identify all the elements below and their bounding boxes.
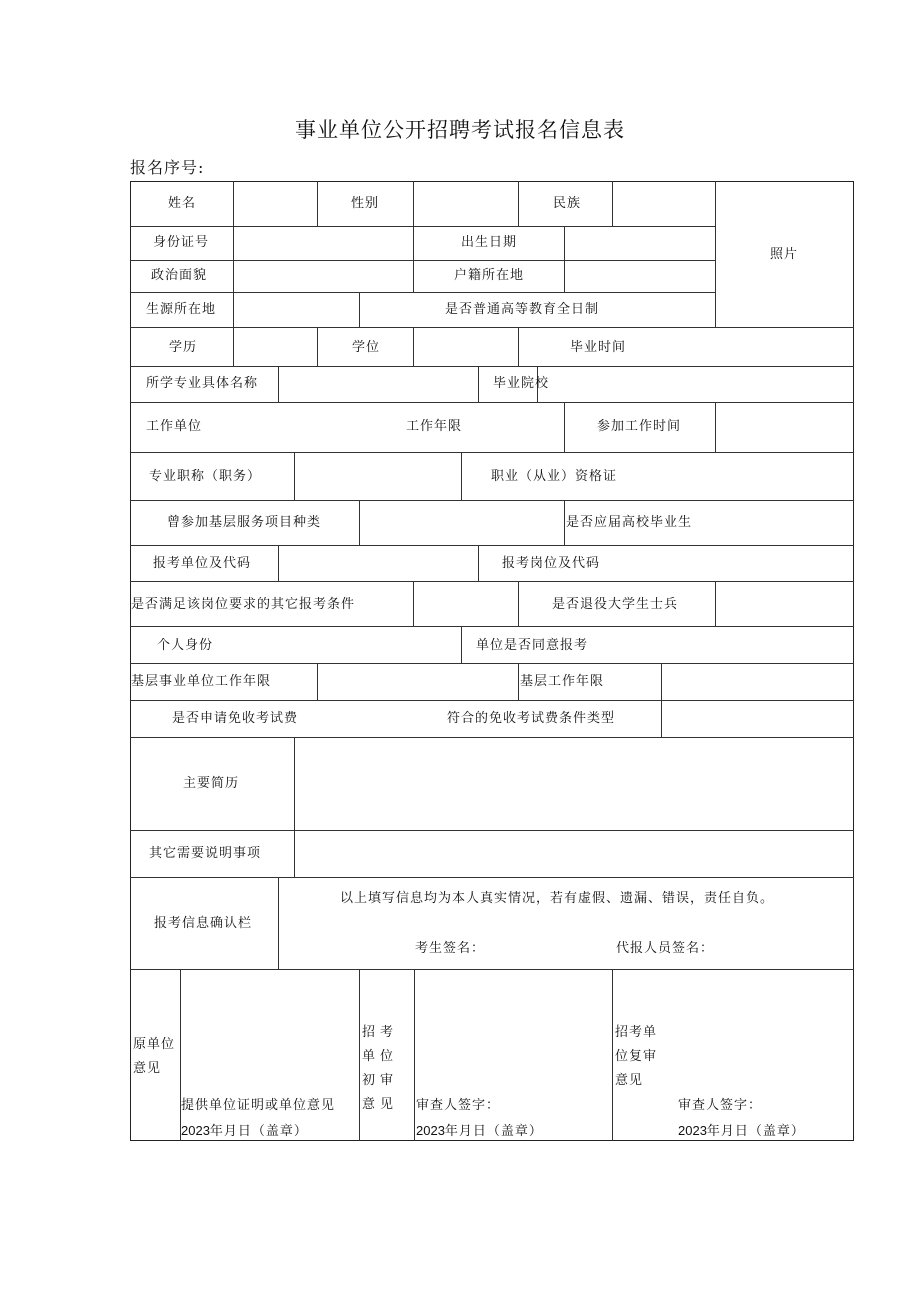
row-divider — [130, 830, 854, 831]
col-divider — [661, 663, 662, 700]
row-divider — [130, 663, 854, 664]
row-divider — [130, 366, 854, 367]
work-start-label: 参加工作时间 — [597, 419, 682, 434]
final-reviewer-sign: 审查人签字： — [678, 1098, 763, 1113]
registration-form-table — [130, 181, 854, 1141]
candidate-sign-label: 考生签名： — [415, 941, 486, 956]
col-divider — [478, 545, 479, 581]
row-divider — [130, 500, 854, 501]
col-divider — [715, 581, 716, 626]
col-divider — [413, 181, 414, 226]
col-divider — [233, 327, 234, 366]
col-divider — [461, 452, 462, 500]
row-divider — [130, 226, 715, 227]
col-divider — [715, 402, 716, 452]
birth-date-label: 出生日期 — [461, 235, 518, 250]
initial-review-label: 招考单位初审意见 — [362, 1025, 399, 1112]
grassroots-years-label: 基层工作年限 — [520, 674, 605, 689]
unit-agrees-label: 单位是否同意报考 — [476, 638, 589, 653]
col-divider — [278, 545, 279, 581]
page-title: 事业单位公开招聘考试报名信息表 — [295, 118, 625, 142]
col-divider — [317, 663, 318, 700]
col-divider — [359, 500, 360, 545]
col-divider — [564, 402, 565, 452]
personal-identity-label: 个人身份 — [157, 638, 214, 653]
row-divider — [130, 545, 854, 546]
original-unit-note: 提供单位证明或单位意见 — [181, 1098, 336, 1113]
original-unit-opinion-label: 原单位意见 — [133, 1037, 176, 1076]
original-unit-date: 2023年月日（盖章） — [181, 1123, 308, 1139]
col-divider — [612, 969, 613, 1141]
col-divider — [317, 327, 318, 366]
row-divider — [130, 700, 854, 701]
row-divider — [130, 737, 854, 738]
col-divider — [478, 366, 479, 402]
col-divider — [359, 292, 360, 327]
graduation-time-label: 毕业时间 — [570, 340, 627, 355]
col-divider — [518, 581, 519, 626]
veteran-label: 是否退役大学生士兵 — [552, 597, 679, 612]
ethnicity-label: 民族 — [553, 196, 582, 211]
col-divider — [564, 226, 565, 292]
col-divider — [715, 181, 716, 327]
row-divider — [130, 402, 854, 403]
col-divider — [414, 969, 415, 1141]
col-divider — [294, 452, 295, 500]
col-divider — [233, 292, 234, 327]
col-divider — [518, 327, 519, 366]
apply-post-label: 报考岗位及代码 — [502, 556, 601, 571]
declaration-text: 以上填写信息均为本人真实情况，若有虚假、遗漏、错误，责任自负。 — [340, 891, 775, 906]
agent-sign-label: 代报人员签名： — [616, 941, 715, 956]
resume-label: 主要简历 — [183, 776, 240, 791]
col-divider — [413, 327, 414, 366]
initial-reviewer-sign: 审查人签字： — [416, 1098, 501, 1113]
col-divider — [233, 181, 234, 226]
col-divider — [359, 969, 360, 1141]
col-divider — [278, 366, 279, 402]
col-divider — [317, 181, 318, 226]
name-label: 姓名 — [168, 196, 197, 211]
serial-number-label: 报名序号: — [130, 158, 205, 177]
col-divider — [612, 181, 613, 226]
photo-label: 照片 — [770, 247, 799, 262]
final-review-date: 2023年月日（盖章） — [678, 1123, 805, 1139]
initial-review-date: 2023年月日（盖章） — [416, 1123, 543, 1139]
apply-unit-label: 报考单位及代码 — [153, 556, 252, 571]
col-divider — [233, 226, 234, 292]
grassroots-project-label: 曾参加基层服务项目种类 — [167, 515, 322, 530]
fee-waiver-type-label: 符合的免收考试费条件类型 — [447, 711, 616, 726]
row-divider — [130, 452, 854, 453]
fulltime-label: 是否普通高等教育全日制 — [445, 302, 600, 317]
work-years-label: 工作年限 — [406, 419, 463, 434]
political-status-label: 政治面貌 — [151, 268, 208, 283]
row-divider — [130, 877, 854, 878]
row-divider — [130, 260, 715, 261]
col-divider — [294, 737, 295, 877]
work-unit-label: 工作单位 — [146, 419, 203, 434]
student-origin-label: 生源所在地 — [146, 302, 217, 317]
household-location-label: 户籍所在地 — [454, 268, 525, 283]
meets-conditions-label: 是否满足该岗位要求的其它报考条件 — [131, 597, 356, 612]
major-label: 所学专业具体名称 — [146, 376, 259, 391]
row-divider — [130, 581, 854, 582]
col-divider — [413, 581, 414, 626]
school-label: 毕业院校 — [493, 376, 550, 391]
col-divider — [661, 700, 662, 737]
grassroots-public-years-label: 基层事业单位工作年限 — [131, 674, 272, 689]
col-divider — [461, 626, 462, 663]
fee-waiver-label: 是否申请免收考试费 — [172, 711, 299, 726]
col-divider — [564, 500, 565, 545]
qualification-label: 职业（从业）资格证 — [491, 469, 618, 484]
row-divider — [130, 626, 854, 627]
row-divider — [130, 969, 854, 970]
fresh-graduate-label: 是否应届高校毕业生 — [566, 515, 693, 530]
degree-label: 学位 — [352, 340, 381, 355]
education-label: 学历 — [169, 340, 198, 355]
confirm-label: 报考信息确认栏 — [154, 916, 253, 931]
col-divider — [413, 226, 414, 292]
gender-label: 性别 — [351, 196, 380, 211]
other-notes-label: 其它需要说明事项 — [149, 846, 262, 861]
col-divider — [180, 969, 181, 1141]
row-divider — [130, 292, 715, 293]
final-review-label: 招考单位复审意见 — [615, 1025, 658, 1088]
id-number-label: 身份证号 — [153, 235, 210, 250]
col-divider — [518, 181, 519, 226]
professional-title-label: 专业职称（职务） — [149, 469, 262, 484]
row-divider — [130, 327, 854, 328]
col-divider — [278, 877, 279, 969]
col-divider — [518, 663, 519, 700]
